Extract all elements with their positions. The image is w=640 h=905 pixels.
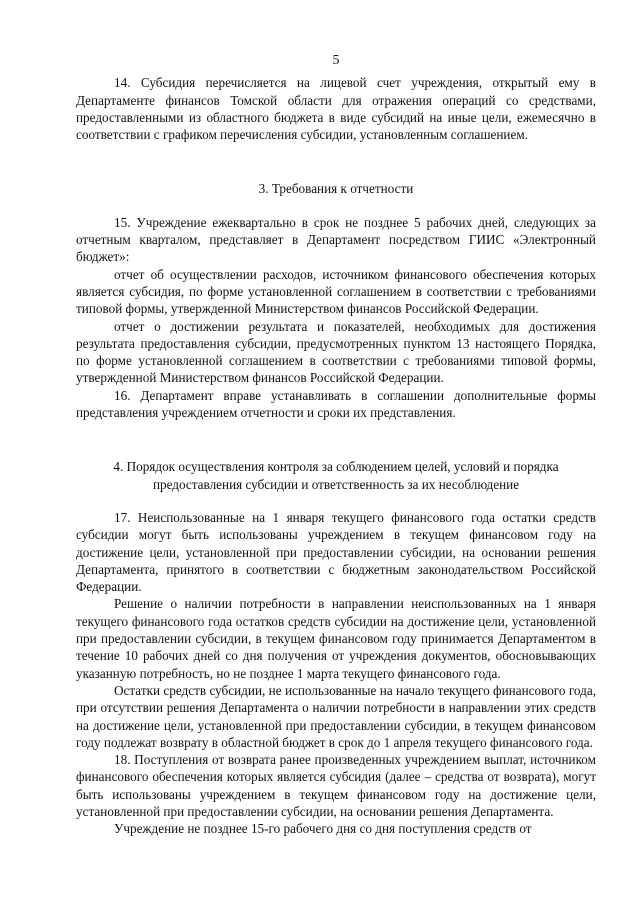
page-number: 5	[332, 53, 340, 68]
paragraph-15-report-results: отчет о достижении результата и показателей, необходимых для достижения результата предоставления субсидии, предусмотренных пунктом 13 настоящего Порядка, по форме установленной соглашением в соответствии с требованиями типовой формы, утвержденной Министерством финансов Российской Федерации.	[76, 318, 596, 386]
paragraph-17-decision: Решение о наличии потребности в направлении неиспользованных на 1 января текущего финансового года остатков средств субсидии на достижение цели, установленной при предоставлении субсидии, в текущем финансовом году принимается Департаментом в течение 10 рабочих дней со дня получения от учреждения документов, обосновывающих указанную потребность, но не позднее 1 марта текущего финансового года.	[76, 596, 596, 681]
paragraph-15: 15. Учреждение ежеквартально в срок не позднее 5 рабочих дней, следующих за отчетным кварталом, представляет в Департамент посредством ГИИС «Электронный бюджет»:	[76, 214, 596, 265]
paragraph-17: 17. Неиспользованные на 1 января текущего финансового года остатки средств субсидии могут быть использованы учреждением в текущем финансовом году на достижение цели, установленной при предоставлении субсидии, на основании решения Департамента, принятого в соответствии с бюджетным законодательством Российской Федерации.	[76, 509, 596, 595]
paragraph-16: 16. Департамент вправе устанавливать в соглашении дополнительные формы представления учреждением отчетности и сроки их представления.	[76, 387, 596, 421]
paragraph-15-report-expenses: отчет об осуществлении расходов, источником финансового обеспечения которых является субсидия, по форме установленной соглашением в соответствии с требованиями типовой формы, утвержденной Министерством финансов Российской Федерации.	[76, 266, 596, 317]
section-4-title: 4. Порядок осуществления контроля за соблюдением целей, условий и порядка предоставления субсидии и ответственность за их несоблюдение	[113, 459, 559, 492]
paragraph-14: 14. Субсидия перечисляется на лицевой счет учреждения, открытый ему в Департаменте финансов Томской области для отражения операций со средствами, предоставленными из областного бюджета в виде субсидий на иные цели, ежемесячно в соответствии с графиком перечисления субсидии, установленным соглашением.	[76, 75, 596, 143]
section-3-title: 3. Требования к отчетности	[258, 181, 414, 197]
paragraph-18: 18. Поступления от возврата ранее произведенных учреждением выплат, источником финансового обеспечения которых является субсидия (далее – средства от возврата), могут быть использованы учреждением в текущем финансовом году на достижение цели, установленной при предоставлении субсидии, на основании решения Департамента.	[76, 752, 596, 819]
document-page	[76, 52, 596, 838]
paragraph-17-remainders: Остатки средств субсидии, не использованные на начало текущего финансового года, при отсутствии решения Департамента о наличии потребности в направлении этих средств на достижение цели, установленной при предоставлении субсидии, в текущем финансовом году подлежат возврату в областной бюджет в срок до 1 апреля текущего финансового года.	[76, 682, 596, 750]
paragraph-18-continuation: Учреждение не позднее 15-го рабочего дня со дня поступления средств от	[114, 821, 532, 837]
